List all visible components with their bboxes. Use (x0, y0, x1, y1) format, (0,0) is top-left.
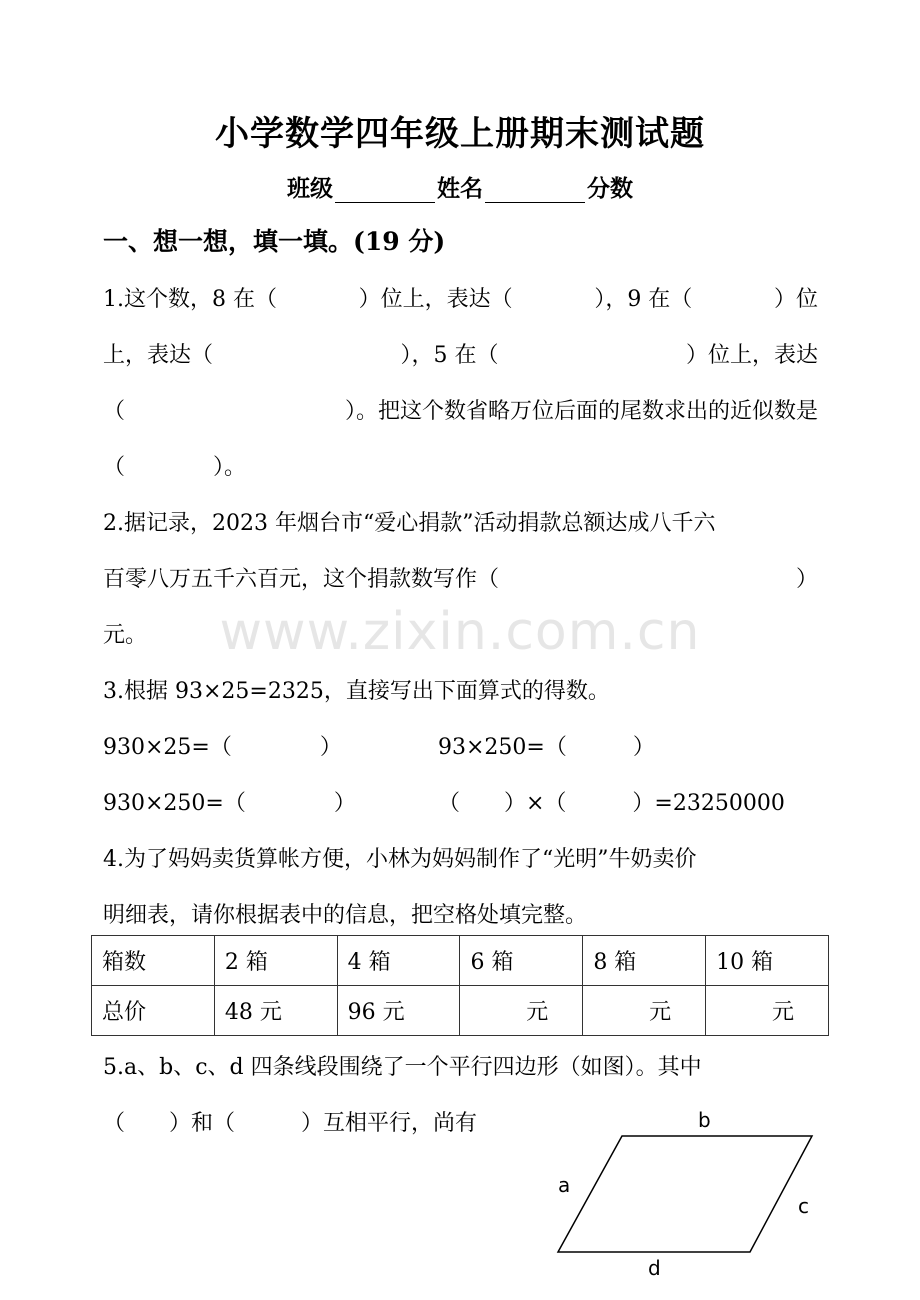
q1-text: ）位上，表达（ (358, 287, 513, 312)
q1-text: ）位 (773, 287, 818, 312)
score-label: 分数 (587, 175, 633, 202)
q4-line-1: 4.为了妈妈卖货算帐方便，小林为妈妈制作了“光明”牛奶卖价 (103, 847, 697, 872)
parallelogram-figure (540, 1100, 840, 1290)
name-label: 姓名 (437, 175, 483, 202)
table-cell: 总价 (92, 986, 215, 1036)
q1-text: ）。把这个数省略万位后面的尾数求出的近似数是 (344, 399, 818, 424)
table-cell: 2 箱 (214, 936, 337, 986)
q4-line-2: 明细表，请你根据表中的信息，把空格处填完整。 (103, 903, 588, 928)
student-info-line (0, 170, 920, 203)
label-d: d (648, 1256, 661, 1280)
q1-line-1 (103, 282, 818, 313)
label-c: c (798, 1194, 809, 1218)
label-a: a (558, 1173, 571, 1197)
table-row (92, 986, 829, 1036)
table-cell: 6 箱 (460, 936, 583, 986)
q1-line-3 (103, 394, 818, 425)
table-row (92, 936, 829, 986)
price-table (91, 935, 829, 1036)
table-cell-blank[interactable]: 元 (706, 986, 829, 1036)
q2-line-3: 元。 (103, 623, 148, 648)
q1-text: ）位上，表达 (685, 343, 818, 368)
q2-line-1: 2.据记录，2023 年烟台市“爱心捐款”活动捐款总额达成八千六 (103, 511, 716, 536)
q1-text: 1.这个数，8 在（ (103, 287, 277, 312)
q3-line-1: 3.根据 93×25=2325，直接写出下面算式的得数。 (103, 679, 610, 704)
label-b: b (698, 1108, 711, 1132)
parallelogram-shape (558, 1136, 812, 1252)
q2-text: 百零八万五千六百元，这个捐款数写作（ (103, 567, 500, 592)
q1-text: ），5 在（ (400, 343, 499, 368)
q1-text: ），9 在（ (594, 287, 693, 312)
table-cell: 10 箱 (706, 936, 829, 986)
q3-expr-b: 93×250=（ ） (438, 735, 655, 760)
class-blank[interactable] (335, 180, 435, 203)
table-cell: 48 元 (214, 986, 337, 1036)
class-label: 班级 (287, 175, 333, 202)
q1-text: （ (103, 399, 126, 424)
q3-expr-a: 930×25=（ ） (103, 735, 342, 760)
table-cell: 96 元 (337, 986, 460, 1036)
watermark: www.zixin.com.cn (219, 602, 701, 662)
table-cell: 箱数 (92, 936, 215, 986)
table-cell: 4 箱 (337, 936, 460, 986)
q3-expr-d: （ ）×（ ）=23250000 (438, 791, 785, 816)
name-blank[interactable] (485, 180, 585, 203)
q1-text: 上，表达（ (103, 343, 214, 368)
q2-text: ） (795, 567, 818, 592)
q5-line-1: 5.a、b、c、d 四条线段围绕了一个平行四边形（如图）。其中 (103, 1055, 702, 1080)
q5-line-2: （ ）和（ ）互相平行，尚有 (103, 1111, 478, 1136)
table-cell-blank[interactable]: 元 (460, 986, 583, 1036)
q1-line-2 (103, 338, 818, 369)
table-cell-blank[interactable]: 元 (583, 986, 706, 1036)
page-title: 小学数学四年级上册期末测试题 (215, 114, 705, 154)
q3-expr-c: 930×250=（ ） (103, 791, 356, 816)
section-heading: 一、想一想，填一填。(19 分) (103, 227, 446, 256)
q2-line-2 (103, 562, 818, 593)
table-cell: 8 箱 (583, 936, 706, 986)
q1-line-4: （ ）。 (103, 455, 247, 480)
